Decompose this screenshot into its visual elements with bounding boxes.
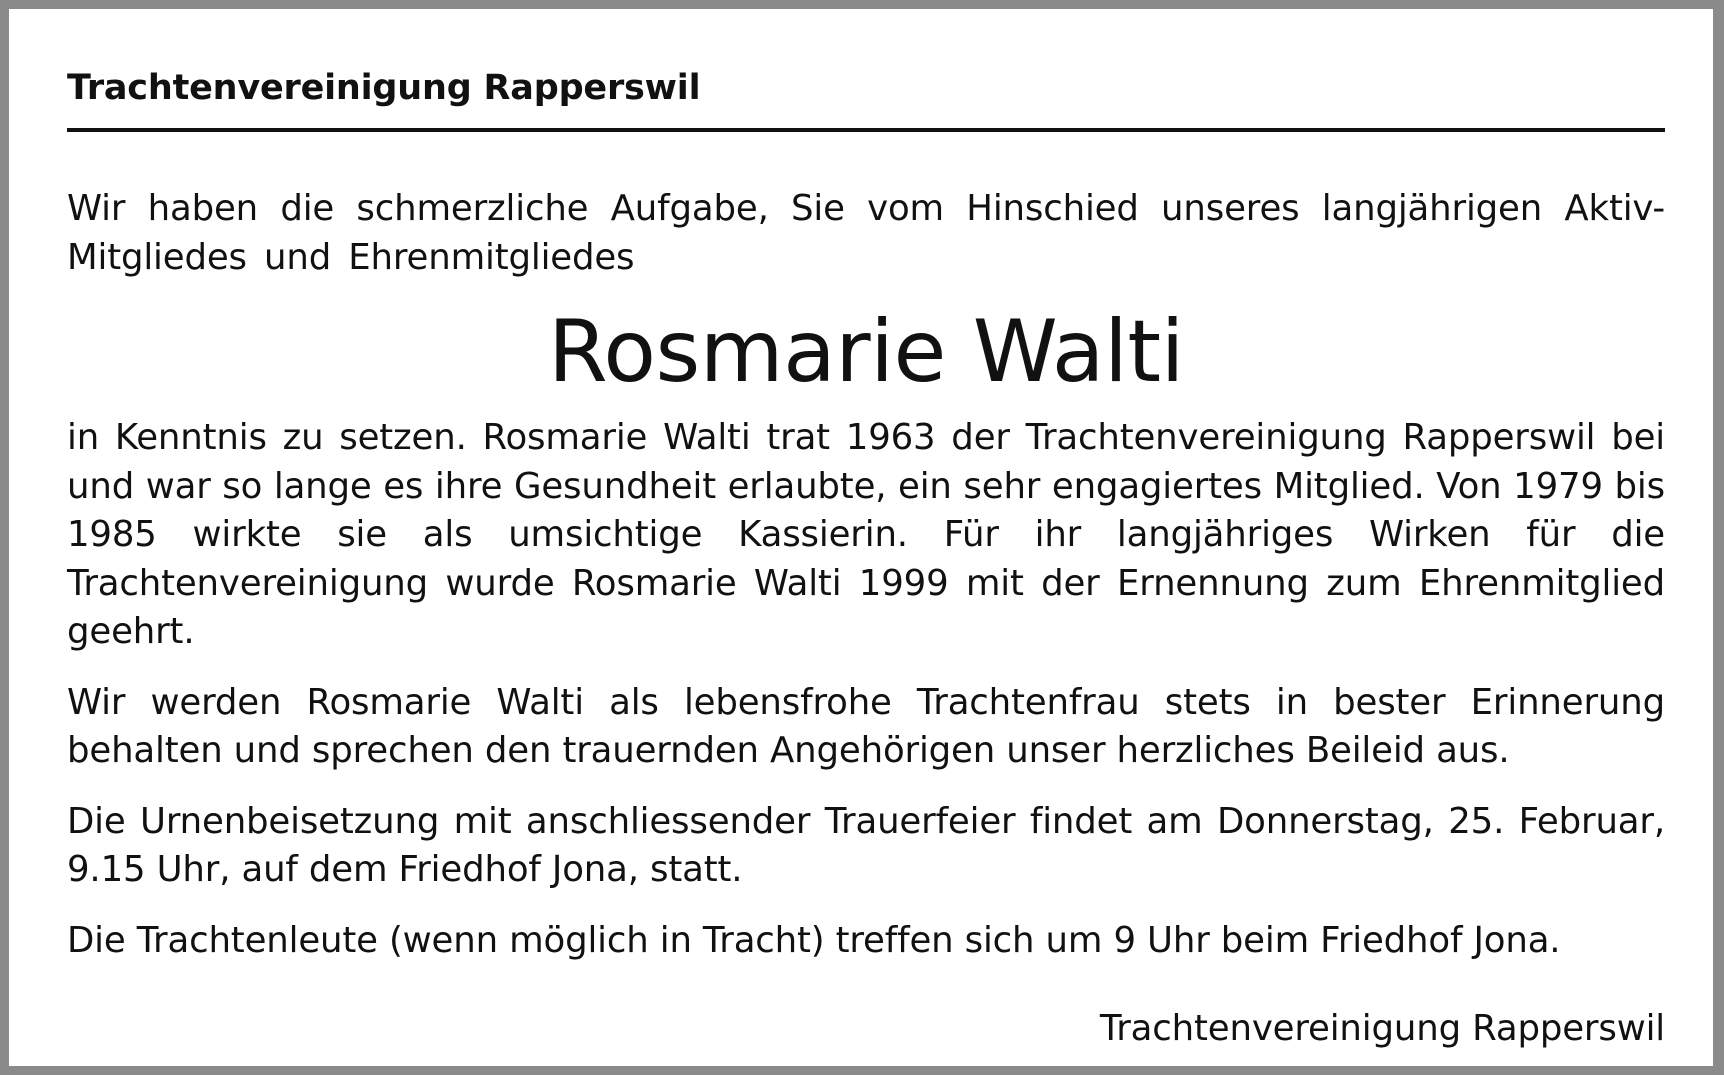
deceased-name: Rosmarie Walti [547, 302, 1185, 402]
biography-paragraph: in Kenntnis zu setzen. Rosmarie Walti trat 1963 der Trachtenvereinigung Rapperswil bei und war so lange es ihre Gesundheit erlaubte, ein sehr engagiertes Mitglied. Von 1979 bis 1985 wirkte sie als umsichtige Kassierin. Für ihr langjähriges Wirken für die Trachtenvereinigung wurde Rosmarie Walti 1999 mit der Ernennung zum Ehrenmitglied geehrt. [67, 417, 1665, 652]
notice-content [67, 67, 1665, 1054]
meeting-paragraph: Die Trachtenleute (wenn möglich in Tracht) treffen sich um 9 Uhr beim Friedhof Jona. [67, 919, 1561, 961]
condolence-paragraph: Wir werden Rosmarie Walti als lebensfrohe Trachtenfrau stets in bester Erinnerung behalten und sprechen den trauernden Angehörigen unser herzliches Beileid aus. [67, 681, 1665, 771]
organization-header: Trachtenvereinigung Rapperswil [67, 68, 701, 108]
intro-paragraph: Wir haben die schmerzliche Aufgabe, Sie vom Hinschied unseres langjährigen Aktiv-Mitgliedes und Ehrenmitgliedes [67, 188, 1665, 278]
funeral-details-paragraph: Die Urnenbeisetzung mit anschliessender Trauerfeier findet am Donnerstag, 25. Februar, 9.15 Uhr, auf dem Friedhof Jona, statt. [67, 800, 1665, 890]
signature: Trachtenvereinigung Rapperswil [1099, 1008, 1665, 1049]
header-divider [67, 128, 1665, 132]
